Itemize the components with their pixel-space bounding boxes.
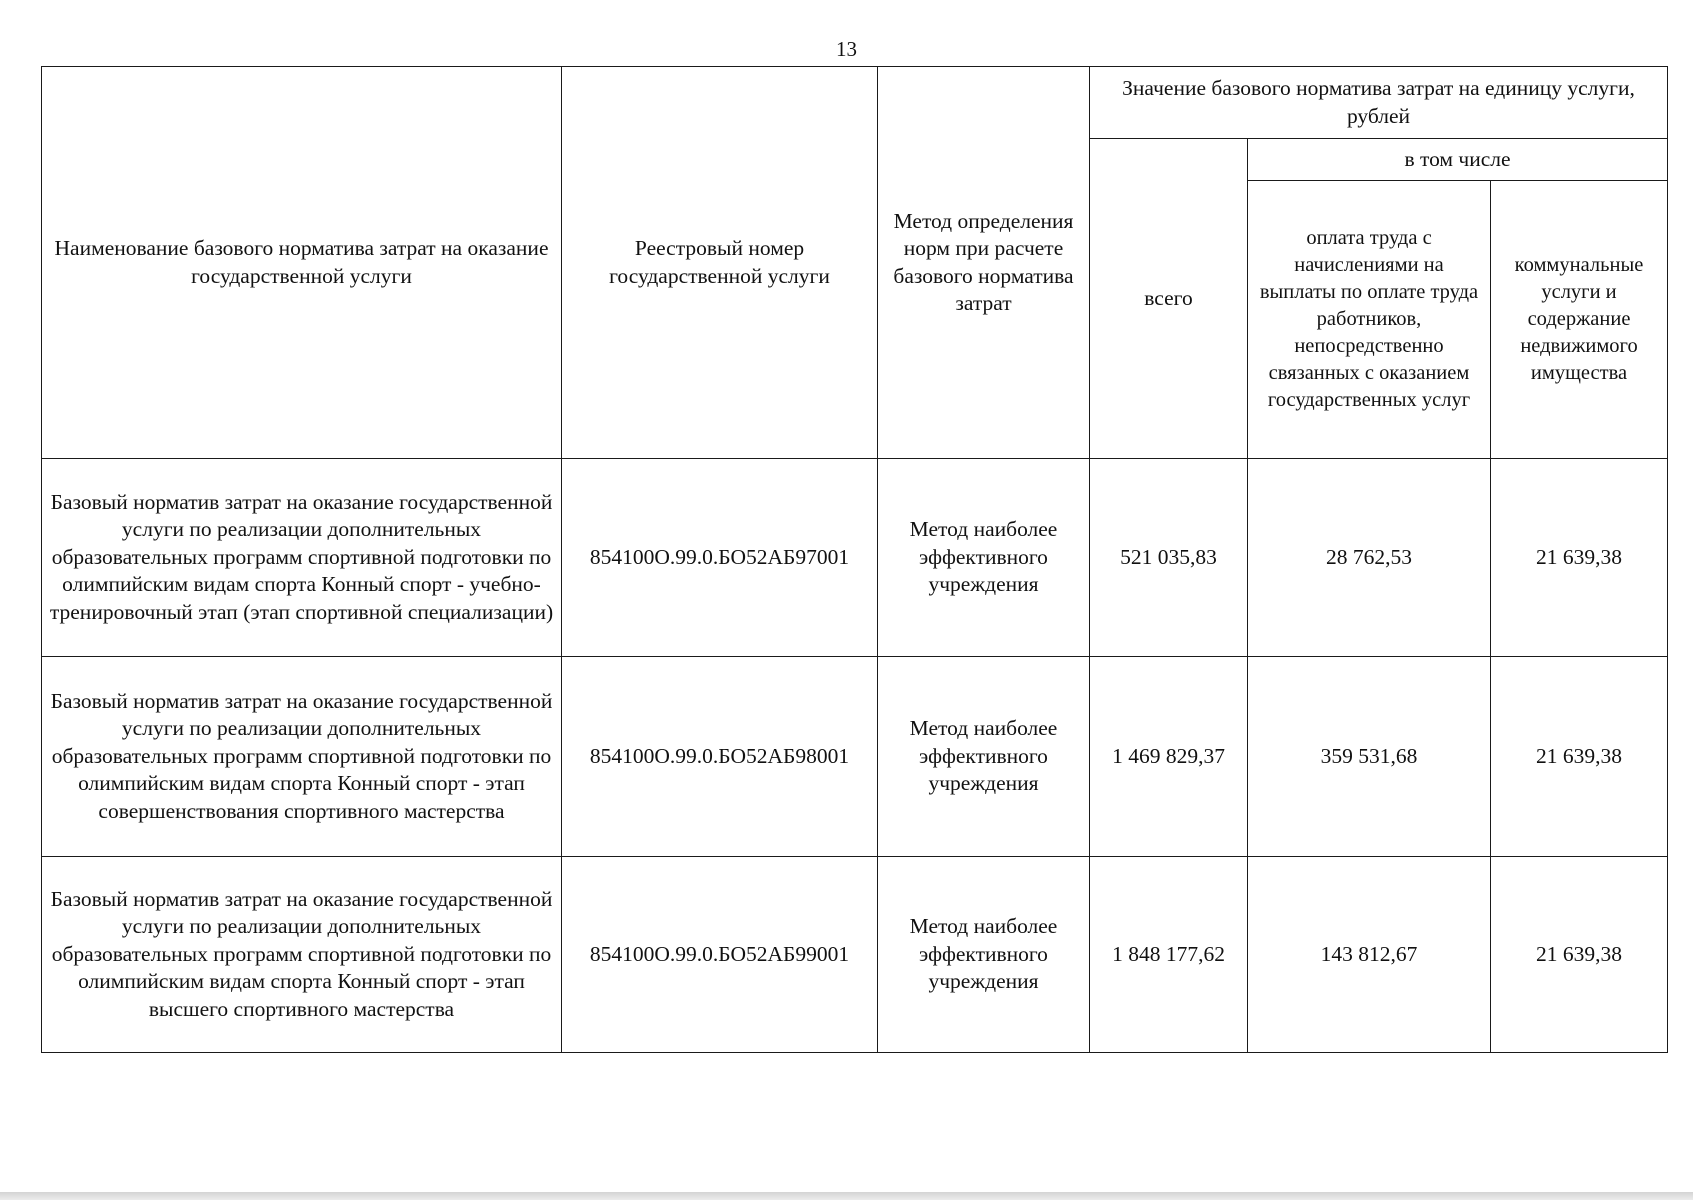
- page-bottom-edge: [0, 1192, 1693, 1200]
- cell-name: Базовый норматив затрат на оказание государственной услуги по реализации дополнительных образовательных программ спортивной подготовки по олимпийским видам спорта Конный спорт - этап высшего спортивного мастерства: [42, 857, 562, 1053]
- header-utilities: коммунальные услуги и содержание недвижимого имущества: [1491, 181, 1668, 459]
- header-total: всего: [1090, 139, 1248, 459]
- header-method: Метод определения норм при расчете базового норматива затрат: [878, 67, 1090, 459]
- header-name: Наименование базового норматива затрат на оказание государственной услуги: [42, 67, 562, 459]
- cost-norms-table: [41, 66, 1668, 1053]
- cell-utilities: 21 639,38: [1491, 459, 1668, 657]
- cell-name: Базовый норматив затрат на оказание государственной услуги по реализации дополнительных образовательных программ спортивной подготовки по олимпийским видам спорта Конный спорт - этап совершенствования спортивного мастерства: [42, 657, 562, 857]
- table-row: [42, 857, 1668, 1053]
- table-row: [42, 657, 1668, 857]
- header-registry: Реестровый номер государственной услуги: [562, 67, 878, 459]
- cell-total: 1 469 829,37: [1090, 657, 1248, 857]
- cell-total: 521 035,83: [1090, 459, 1248, 657]
- cell-registry: 854100О.99.0.БО52АБ97001: [562, 459, 878, 657]
- page-number: 13: [836, 37, 857, 61]
- cell-registry: 854100О.99.0.БО52АБ98001: [562, 657, 878, 857]
- cell-method: Метод наиболее эффективного учреждения: [878, 657, 1090, 857]
- cell-utilities: 21 639,38: [1491, 657, 1668, 857]
- cell-total: 1 848 177,62: [1090, 857, 1248, 1053]
- table-row: [42, 459, 1668, 657]
- header-value-group: Значение базового норматива затрат на единицу услуги, рублей: [1090, 67, 1668, 139]
- cell-method: Метод наиболее эффективного учреждения: [878, 857, 1090, 1053]
- cell-utilities: 21 639,38: [1491, 857, 1668, 1053]
- header-including: в том числе: [1248, 139, 1668, 181]
- cell-registry: 854100О.99.0.БО52АБ99001: [562, 857, 878, 1053]
- cell-name: Базовый норматив затрат на оказание государственной услуги по реализации дополнительных образовательных программ спортивной подготовки по олимпийским видам спорта Конный спорт - учебно-тренировочный этап (этап спортивной специализации): [42, 459, 562, 657]
- header-labor: оплата труда с начислениями на выплаты по оплате труда работников, непосредственно связанных с оказанием государственных услуг: [1248, 181, 1491, 459]
- cell-labor: 143 812,67: [1248, 857, 1491, 1053]
- cell-labor: 359 531,68: [1248, 657, 1491, 857]
- cell-method: Метод наиболее эффективного учреждения: [878, 459, 1090, 657]
- cell-labor: 28 762,53: [1248, 459, 1491, 657]
